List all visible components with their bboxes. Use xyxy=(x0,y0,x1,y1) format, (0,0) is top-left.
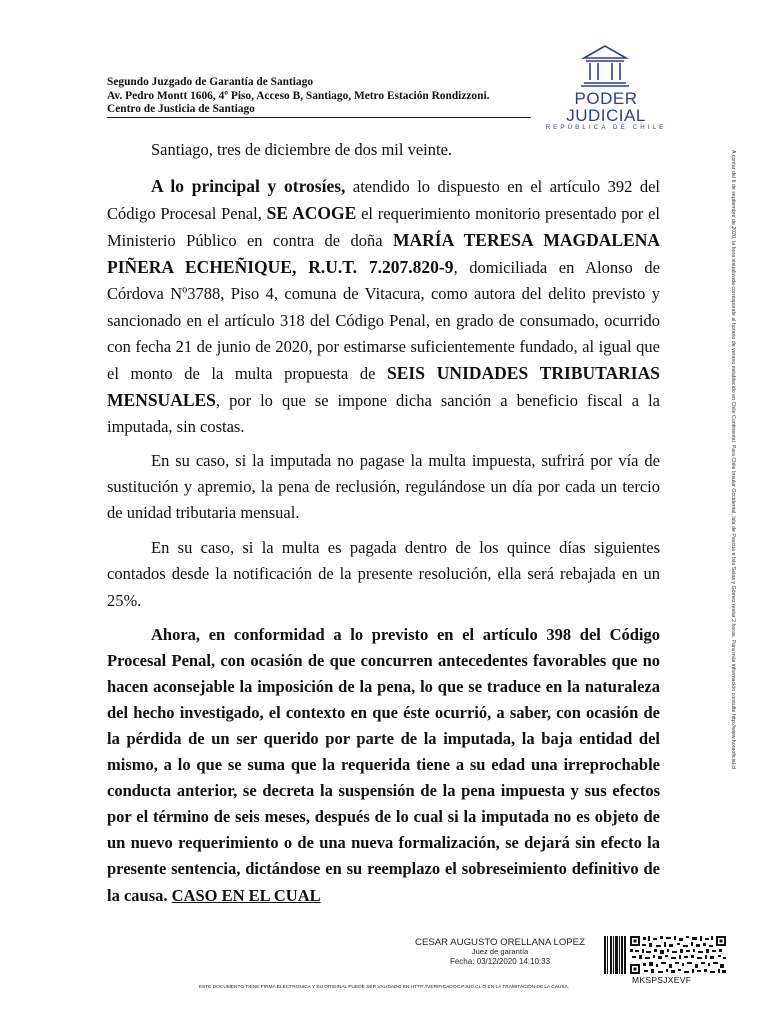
court-name: Segundo Juzgado de Garantía de Santiago xyxy=(107,76,314,88)
logo-wordmark xyxy=(536,90,676,132)
court-center: Centro de Justicia de Santiago xyxy=(107,103,255,115)
fine-amount: SEIS UNIDADES TRIBUTARIAS MENSUALES xyxy=(107,362,660,410)
header-divider xyxy=(107,117,531,118)
verification-code: MKSPSJXEVF xyxy=(632,975,692,985)
ruling-accepts: SE ACOGE xyxy=(266,203,357,224)
defendant-name: MARÍA TERESA MAGDALENA PIÑERA ECHEÑIQUE, R.U.T. 7.207.820-9 xyxy=(107,230,660,278)
verification-box xyxy=(604,932,728,984)
ruling-text-3: , domiciliada en Alonso de Córdova Nº3788, Piso 4, comuna de Vitacura, como autora del delito previsto y sancionado en el artículo 318 del Código Penal, en grado de consumado, ocurrido con fecha 21 de junio de 2020, por estimarse suficientemente fundado, al igual que el monto de la multa propuesta de xyxy=(107,258,660,383)
ruling-opening: A lo principal y otrosíes, xyxy=(151,176,346,197)
logo-title: PODER JUDICIAL xyxy=(566,89,646,125)
signature-block xyxy=(400,937,600,966)
judge-role: Juez de garantía xyxy=(471,947,529,956)
court-header xyxy=(107,76,489,117)
paragraph-ruling xyxy=(107,173,660,440)
ruling-text-1: atendido lo dispuesto en el artículo 392 del Código Procesal Penal, xyxy=(107,177,660,224)
ruling-text-2: el requerimiento monitorio presentado por el Ministerio Público en contra de doña xyxy=(107,204,660,251)
paragraph-substitution: En su caso, si la imputada no pagase la multa impuesta, sufrirá por vía de sustitución y apremio, la pena de reclusión, regulándose un día por cada un tercio de unidad tributaria mensual. xyxy=(107,451,660,523)
footer-notice: ESTE DOCUMENTO TIENE FIRMA ELECTRONICA Y SU ORIGINAL PUEDE SER VALIDADO EN HTTP://VERIFICADOC.PJUD.CL O EN LA TRAMITACION DE LA CAUSA. xyxy=(198,985,570,990)
timezone-note: A contar del 6 de septiembre de 2020, la hora visualizada corresponde al horario de verano establecido en Chile Continental. Para Chile Insular Occidental, Isla de Pascua e Isla Salas y Gómez restar 2 horas. Para más información consulte http://www.horaoficial.cl xyxy=(730,150,736,770)
judge-name: CESAR AUGUSTO ORELLANA LOPEZ xyxy=(415,937,585,948)
court-address: Av. Pedro Montt 1606, 4º Piso, Acceso B, Santiago, Metro Estación Rondizzoni. xyxy=(107,89,490,102)
paragraph-discount: En su caso, si la multa es pagada dentro de los quince días siguientes contados desde la notificación de la presente resolución, ella será rebajada en un 25%. xyxy=(107,538,660,610)
date-line: Santiago, tres de diciembre de dos mil veinte. xyxy=(151,140,453,159)
paragraph-suspension xyxy=(107,622,660,909)
barcode-icon xyxy=(604,936,626,974)
resolution-body xyxy=(107,137,660,909)
suspension-continuation: CASO EN EL CUAL xyxy=(171,885,321,905)
logo-subtitle: REPÚBLICA DE CHILE xyxy=(545,124,667,131)
qr-code-icon xyxy=(630,936,726,974)
signature-date: Fecha: 03/12/2020 14:10:33 xyxy=(449,956,551,966)
ruling-text-4: , por lo que se impone dicha sanción a beneficio fiscal a la imputada, sin costas. xyxy=(107,390,660,436)
suspension-text: Ahora, en conformidad a lo previsto en el artículo 398 del Código Procesal Penal, con ocasión de que concurren antecedentes favorables que no hacen aconsejable la imposición de la pena, lo que se traduce en la naturaleza del hecho investigado, el contexto en que éste ocurrió, a saber, con ocasión de la pérdida de un ser querido por parte de la imputada, la baja entidad del mismo, a lo que se suma que la requerida tiene a su edad una irreprochable conducta anterior, se decreta la suspensión de la pena impuesta y sus efectos por el término de seis meses, después de lo cual si la imputada no es objeto de un nuevo requerimiento o de una nueva formalización, se dejará sin efecto la presente sentencia, dictándose en su reemplazo el sobreseimiento definitivo de la causa. xyxy=(107,624,660,905)
